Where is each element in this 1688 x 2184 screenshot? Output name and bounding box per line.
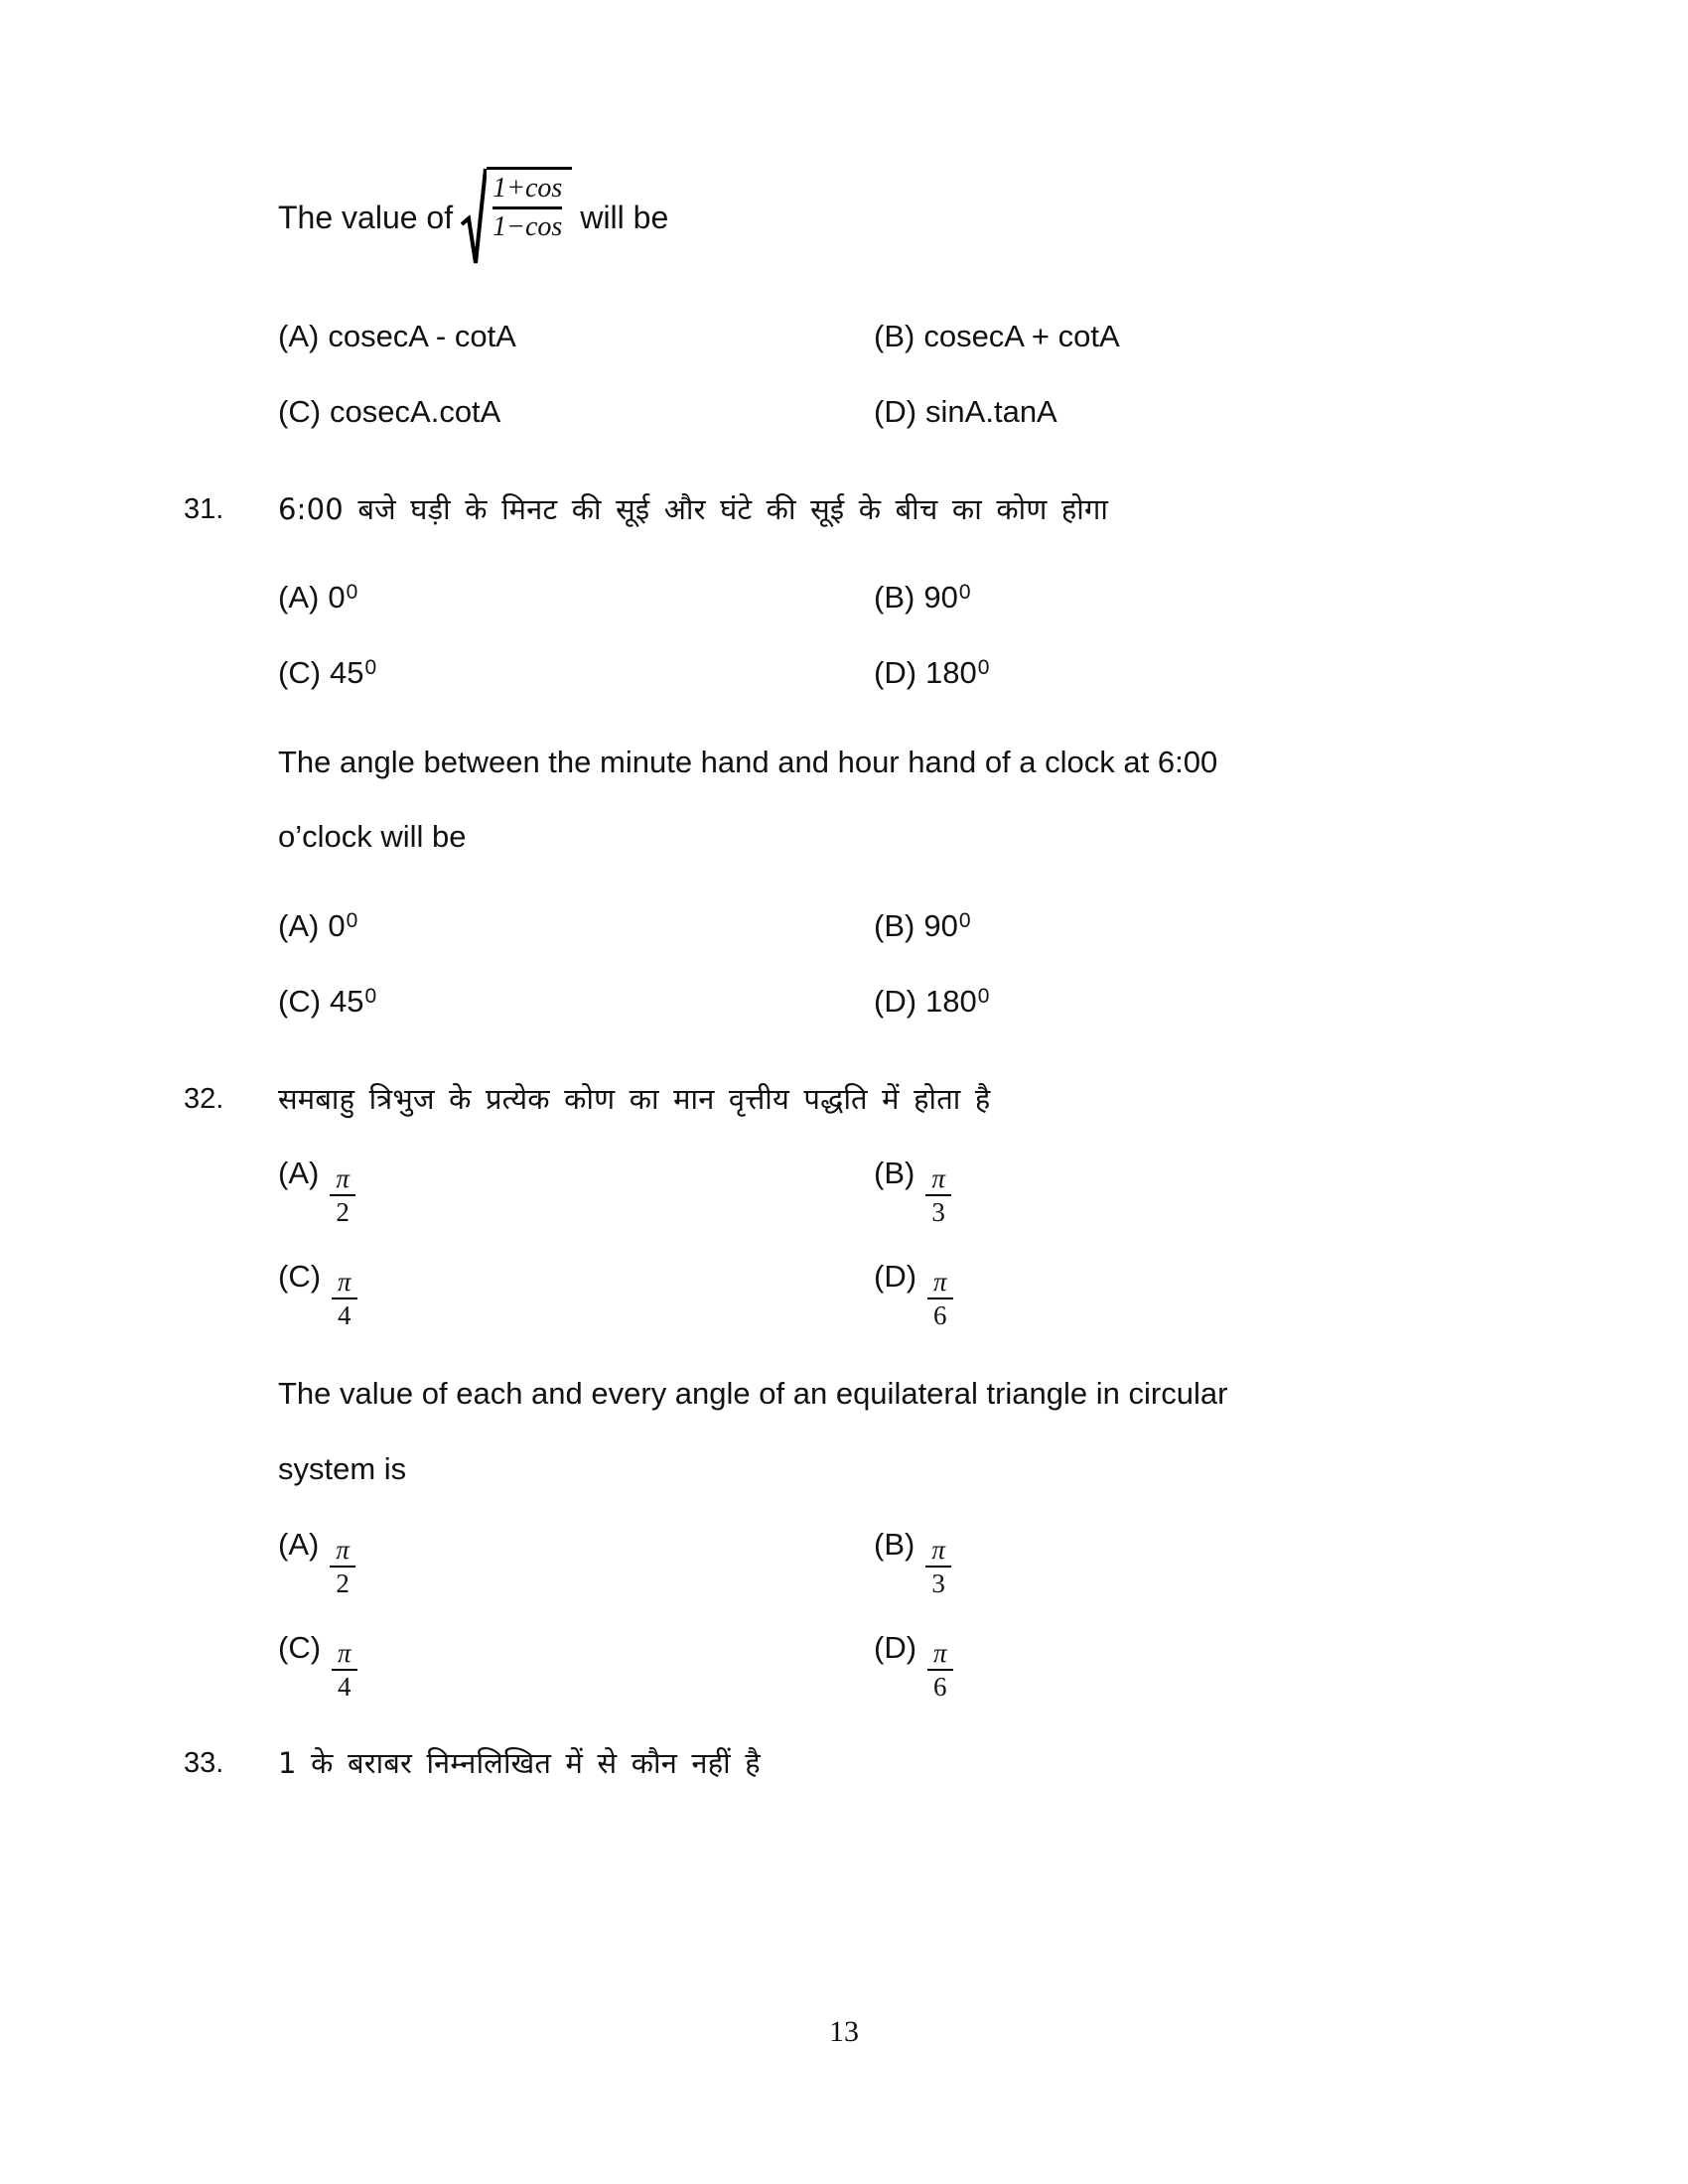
- q30-stem: [0, 169, 1688, 268]
- q30-options-row-2: [0, 391, 1688, 433]
- question-31: [0, 490, 1688, 529]
- question-33: [0, 1744, 1688, 1783]
- q31-option-c-value: 45: [330, 654, 364, 690]
- q32-hindi-text: समबाहु त्रिभुज के प्रत्येक कोण का मान वृत्तीय पद्धति में होता है: [278, 1081, 991, 1116]
- fraction-numerator: π: [336, 1534, 350, 1565]
- option-d[interactable]: [874, 391, 1470, 433]
- page-number: 13: [829, 2015, 859, 2048]
- fraction: [925, 1165, 951, 1226]
- q31-option-d[interactable]: (D) 180 0: [874, 652, 1470, 694]
- q31-en-option-d-label: (D): [874, 984, 917, 1020]
- q31-en-option-d-value: 180: [925, 984, 977, 1020]
- q32-option-c[interactable]: [278, 1256, 874, 1331]
- q31-option-a-value: 0: [328, 579, 346, 614]
- fraction-denominator: 2: [330, 1566, 355, 1597]
- q32-option-b-label: (B): [874, 1156, 915, 1191]
- page-content: [0, 169, 1688, 1783]
- q32-en-option-b-label: (B): [874, 1526, 915, 1562]
- fraction: [332, 1637, 357, 1702]
- fraction-numerator: π: [933, 1267, 947, 1297]
- q31-hindi-text: 6:00 बजे घड़ी के मिनट की सूई और घंटे की सूई के बीच का कोण होगा: [278, 491, 1109, 526]
- fraction-denominator: 6: [927, 1669, 953, 1701]
- q31-option-a[interactable]: (A) 0 0: [278, 577, 874, 618]
- q30-options-row-1: [0, 316, 1688, 357]
- fraction-denominator: 4: [332, 1669, 357, 1701]
- q32-option-b[interactable]: [874, 1153, 1470, 1228]
- fraction-numerator: π: [931, 1163, 945, 1194]
- option-d-label: (D): [874, 393, 917, 429]
- fraction: [925, 1534, 951, 1598]
- q31-number: 31.: [184, 492, 224, 525]
- q32-en-option-c[interactable]: [278, 1627, 874, 1702]
- fraction: [330, 1534, 355, 1598]
- q32-hindi-options-row-1: [0, 1153, 1688, 1228]
- q31-english-options-row-2: [0, 981, 1688, 1023]
- question-32: [0, 1080, 1688, 1119]
- q31-english-line-2: o’clock will be: [278, 819, 467, 855]
- option-b-text: cosecA + cotA: [923, 319, 1120, 353]
- fraction-denominator: 6: [927, 1297, 953, 1329]
- q30-stem-after: will be: [580, 200, 669, 236]
- q31-option-c-label: (C): [278, 654, 322, 690]
- fraction-numerator: π: [338, 1637, 352, 1668]
- fraction-numerator: π: [336, 1163, 350, 1194]
- q31-en-option-a-value: 0: [328, 908, 346, 944]
- radicand-numerator: 1+cos: [492, 173, 563, 204]
- q32-option-c-label: (C): [278, 1259, 322, 1295]
- q31-option-d-label: (D): [874, 654, 917, 690]
- q32-en-option-d[interactable]: [874, 1627, 1470, 1702]
- option-a[interactable]: [278, 316, 874, 357]
- option-b-label: (B): [874, 319, 915, 353]
- sqrt-expression: [461, 167, 572, 266]
- q32-option-a[interactable]: [278, 1153, 874, 1228]
- q31-en-option-b-value: 90: [923, 908, 958, 944]
- fraction-numerator: π: [933, 1637, 947, 1668]
- q31-option-a-label: (A): [278, 579, 320, 614]
- radicand-fraction: [487, 167, 572, 266]
- fraction: [330, 1165, 355, 1226]
- fraction-numerator: π: [931, 1534, 945, 1565]
- q31-hindi-options-row-2: [0, 652, 1688, 694]
- radicand-denominator: 1−cos: [492, 206, 562, 242]
- q31-en-option-c-label: (C): [278, 984, 322, 1020]
- q31-option-d-value: 180: [925, 654, 977, 690]
- q32-en-option-a[interactable]: [278, 1524, 874, 1598]
- q32-english-line-2: system is: [278, 1450, 407, 1486]
- q33-number: 33.: [184, 1746, 224, 1779]
- fraction-denominator: 3: [925, 1194, 951, 1226]
- fraction: [332, 1269, 357, 1329]
- option-a-text: cosecA - cotA: [328, 319, 516, 353]
- option-d-text: sinA.tanA: [925, 393, 1057, 429]
- q32-number: 32.: [184, 1082, 224, 1115]
- option-b[interactable]: [874, 316, 1470, 357]
- option-c-text: cosecA.cotA: [330, 393, 501, 429]
- option-a-label: (A): [278, 319, 320, 353]
- q30-stem-before: The value of: [278, 200, 454, 236]
- q32-option-a-label: (A): [278, 1156, 320, 1191]
- q31-en-option-a-label: (A): [278, 908, 320, 944]
- q31-english-options-row-1: [0, 905, 1688, 947]
- q31-en-option-d[interactable]: (D) 180 0: [874, 981, 1470, 1023]
- q31-en-option-c-value: 45: [330, 984, 364, 1020]
- fraction: [927, 1269, 953, 1329]
- q32-en-option-b[interactable]: [874, 1524, 1470, 1598]
- q31-en-option-b[interactable]: (B) 90 0: [874, 905, 1470, 947]
- q31-en-option-c[interactable]: (C) 45 0: [278, 981, 874, 1023]
- fraction-numerator: π: [338, 1267, 352, 1297]
- q31-option-c[interactable]: (C) 45 0: [278, 652, 874, 694]
- fraction: [927, 1637, 953, 1702]
- q32-en-option-a-label: (A): [278, 1526, 320, 1562]
- q31-en-option-b-label: (B): [874, 908, 915, 944]
- q32-english-line-1: The value of each and every angle of an equilateral triangle in circular: [278, 1376, 1228, 1412]
- q32-english-options-row-2: [0, 1627, 1688, 1702]
- q31-option-b[interactable]: (B) 90 0: [874, 577, 1470, 618]
- fraction-denominator: 2: [330, 1194, 355, 1226]
- q31-english-line-1: The angle between the minute hand and hour hand of a clock at 6:00: [278, 744, 1218, 779]
- q32-hindi-options-row-2: [0, 1256, 1688, 1331]
- fraction-denominator: 4: [332, 1297, 357, 1329]
- q32-option-d-label: (D): [874, 1259, 917, 1295]
- q31-en-option-a[interactable]: (A) 0 0: [278, 905, 874, 947]
- q32-en-option-c-label: (C): [278, 1629, 322, 1665]
- q33-hindi-text: 1 के बराबर निम्नलिखित में से कौन नहीं है: [278, 1745, 761, 1780]
- radical-sign-icon: [461, 167, 487, 266]
- option-c-label: (C): [278, 393, 322, 429]
- q32-option-d[interactable]: [874, 1256, 1470, 1331]
- option-c[interactable]: [278, 391, 874, 433]
- q31-option-b-value: 90: [923, 579, 958, 614]
- q31-hindi-options-row-1: [0, 577, 1688, 618]
- q32-english-options-row-1: [0, 1524, 1688, 1598]
- fraction-denominator: 3: [925, 1566, 951, 1597]
- q31-option-b-label: (B): [874, 579, 915, 614]
- q32-en-option-d-label: (D): [874, 1629, 917, 1665]
